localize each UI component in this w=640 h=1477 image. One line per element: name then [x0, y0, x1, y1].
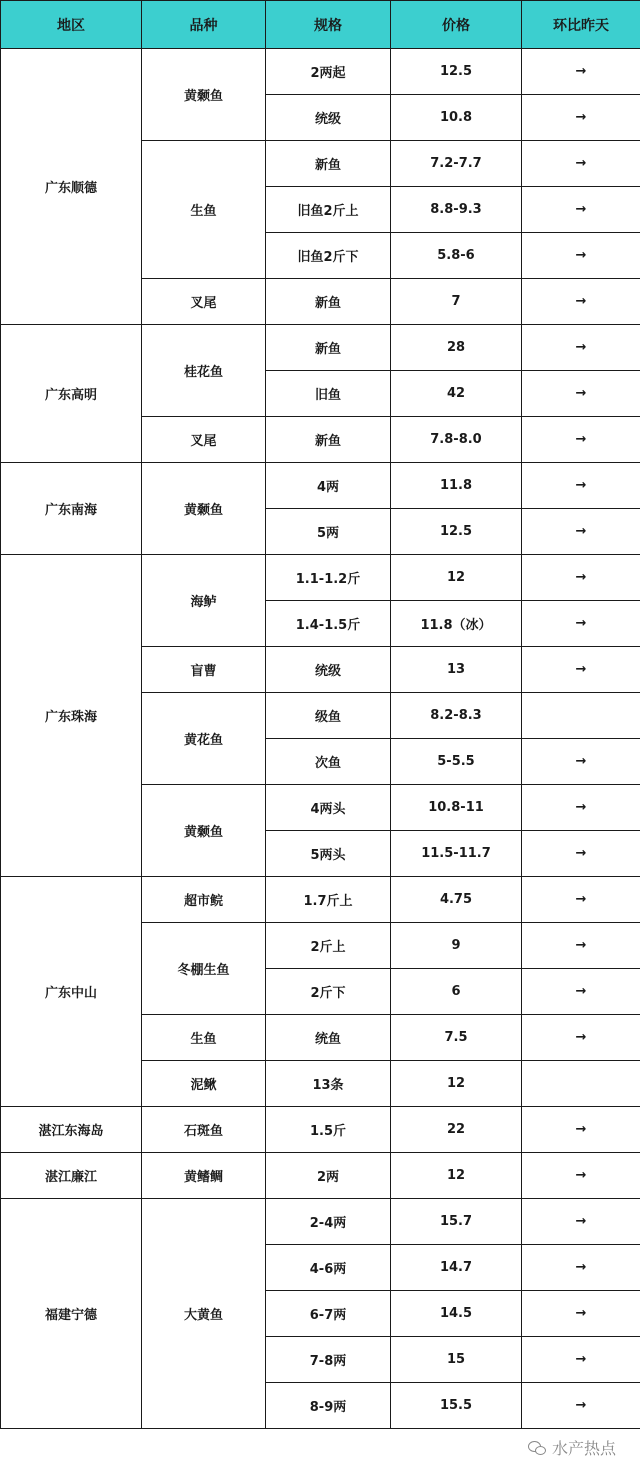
spec-cell: 1.5斤: [266, 1107, 391, 1153]
region-cell: 福建宁德: [1, 1199, 142, 1429]
species-cell: 黄花鱼: [142, 693, 266, 785]
spec-cell: 统鱼: [266, 1015, 391, 1061]
header-price: 价格: [391, 1, 522, 49]
arrow-right-icon: →: [575, 340, 587, 355]
species-cell: 盲曹: [142, 647, 266, 693]
trend-cell: [522, 969, 640, 1015]
spec-cell: 统级: [266, 95, 391, 141]
trend-cell: [522, 1015, 640, 1061]
arrow-right-icon: →: [575, 1306, 587, 1321]
spec-cell: 新鱼: [266, 325, 391, 371]
spec-cell: 1.1-1.2斤: [266, 555, 391, 601]
trend-cell: [522, 1061, 640, 1107]
watermark: [524, 1436, 620, 1459]
price-cell: 7.5: [391, 1015, 522, 1061]
arrow-right-icon: →: [575, 110, 587, 125]
price-cell: 8.8-9.3: [391, 187, 522, 233]
table-row: [1, 49, 640, 95]
arrow-right-icon: →: [575, 386, 587, 401]
trend-cell: [522, 1245, 640, 1291]
arrow-right-icon: →: [575, 524, 587, 539]
price-cell: 7.2-7.7: [391, 141, 522, 187]
price-cell: 6: [391, 969, 522, 1015]
price-cell: 10.8-11: [391, 785, 522, 831]
species-cell: 叉尾: [142, 279, 266, 325]
trend-cell: [522, 233, 640, 279]
price-cell: 4.75: [391, 877, 522, 923]
price-cell: 14.7: [391, 1245, 522, 1291]
species-cell: 超市鲩: [142, 877, 266, 923]
arrow-right-icon: →: [575, 1030, 587, 1045]
region-cell: 广东中山: [1, 877, 142, 1107]
species-cell: 叉尾: [142, 417, 266, 463]
price-cell: 7.8-8.0: [391, 417, 522, 463]
price-cell: 5.8-6: [391, 233, 522, 279]
trend-cell: [522, 555, 640, 601]
region-cell: 广东南海: [1, 463, 142, 555]
header-row: [1, 1, 640, 49]
header-species: 品种: [142, 1, 266, 49]
table-row: [1, 463, 640, 509]
spec-cell: 新鱼: [266, 417, 391, 463]
trend-cell: [522, 325, 640, 371]
price-cell: 5-5.5: [391, 739, 522, 785]
species-cell: 生鱼: [142, 141, 266, 279]
price-cell: 15.5: [391, 1383, 522, 1429]
spec-cell: 2-4两: [266, 1199, 391, 1245]
spec-cell: 统级: [266, 647, 391, 693]
trend-cell: [522, 877, 640, 923]
watermark-text: 水产热点: [551, 1439, 616, 1458]
species-cell: 泥鳅: [142, 1061, 266, 1107]
spec-cell: 旧鱼2斤上: [266, 187, 391, 233]
trend-cell: [522, 95, 640, 141]
species-cell: 桂花鱼: [142, 325, 266, 417]
spec-cell: 1.7斤上: [266, 877, 391, 923]
price-cell: 12.5: [391, 509, 522, 555]
spec-cell: 8-9两: [266, 1383, 391, 1429]
region-cell: 广东顺德: [1, 49, 142, 325]
arrow-right-icon: →: [575, 984, 587, 999]
species-cell: 黄鳍鲷: [142, 1153, 266, 1199]
table-row: [1, 1199, 640, 1245]
arrow-right-icon: →: [575, 1214, 587, 1229]
price-cell: 14.5: [391, 1291, 522, 1337]
trend-cell: [522, 601, 640, 647]
arrow-right-icon: →: [575, 1122, 587, 1137]
arrow-right-icon: →: [575, 478, 587, 493]
price-cell: 42: [391, 371, 522, 417]
spec-cell: 13条: [266, 1061, 391, 1107]
trend-cell: [522, 647, 640, 693]
arrow-right-icon: →: [575, 432, 587, 447]
price-cell: 22: [391, 1107, 522, 1153]
spec-cell: 新鱼: [266, 141, 391, 187]
spec-cell: 1.4-1.5斤: [266, 601, 391, 647]
header-trend: 环比昨天: [522, 1, 640, 49]
header-spec: 规格: [266, 1, 391, 49]
table-row: [1, 877, 640, 923]
species-cell: 黄颡鱼: [142, 463, 266, 555]
spec-cell: 新鱼: [266, 279, 391, 325]
trend-cell: [522, 279, 640, 325]
region-cell: 广东珠海: [1, 555, 142, 877]
spec-cell: 6-7两: [266, 1291, 391, 1337]
price-cell: 15: [391, 1337, 522, 1383]
trend-cell: [522, 1199, 640, 1245]
price-cell: 11.8（冰）: [391, 601, 522, 647]
arrow-right-icon: →: [575, 248, 587, 263]
trend-cell: [522, 1153, 640, 1199]
arrow-right-icon: →: [575, 754, 587, 769]
price-cell: 10.8: [391, 95, 522, 141]
spec-cell: 级鱼: [266, 693, 391, 739]
price-cell: 12: [391, 1153, 522, 1199]
table-row: [1, 325, 640, 371]
trend-cell: [522, 141, 640, 187]
table-body: [1, 49, 640, 1429]
species-cell: 生鱼: [142, 1015, 266, 1061]
trend-cell: [522, 463, 640, 509]
trend-cell: [522, 923, 640, 969]
trend-cell: [522, 1291, 640, 1337]
spec-cell: 2两: [266, 1153, 391, 1199]
trend-cell: [522, 417, 640, 463]
price-cell: 28: [391, 325, 522, 371]
spec-cell: 2斤上: [266, 923, 391, 969]
arrow-right-icon: →: [575, 800, 587, 815]
spec-cell: 5两头: [266, 831, 391, 877]
arrow-right-icon: →: [575, 156, 587, 171]
arrow-right-icon: →: [575, 294, 587, 309]
trend-cell: [522, 371, 640, 417]
price-cell: 12: [391, 1061, 522, 1107]
table-row: [1, 1153, 640, 1199]
spec-cell: 2斤下: [266, 969, 391, 1015]
trend-cell: [522, 1383, 640, 1429]
arrow-right-icon: →: [575, 846, 587, 861]
trend-cell: [522, 831, 640, 877]
trend-cell: [522, 1337, 640, 1383]
region-cell: 广东高明: [1, 325, 142, 463]
arrow-right-icon: →: [575, 1168, 587, 1183]
arrow-right-icon: →: [575, 1352, 587, 1367]
region-cell: 湛江廉江: [1, 1153, 142, 1199]
arrow-right-icon: →: [575, 570, 587, 585]
spec-cell: 次鱼: [266, 739, 391, 785]
table-row: [1, 1107, 640, 1153]
price-cell: 8.2-8.3: [391, 693, 522, 739]
trend-cell: [522, 509, 640, 555]
arrow-right-icon: →: [575, 1260, 587, 1275]
spec-cell: 旧鱼: [266, 371, 391, 417]
spec-cell: 4两: [266, 463, 391, 509]
arrow-right-icon: →: [575, 1398, 587, 1413]
species-cell: 黄颡鱼: [142, 785, 266, 877]
trend-cell: [522, 1107, 640, 1153]
price-cell: 13: [391, 647, 522, 693]
spec-cell: 2两起: [266, 49, 391, 95]
price-cell: 12.5: [391, 49, 522, 95]
spec-cell: 4-6两: [266, 1245, 391, 1291]
trend-cell: [522, 785, 640, 831]
price-cell: 7: [391, 279, 522, 325]
spec-cell: 5两: [266, 509, 391, 555]
species-cell: 大黄鱼: [142, 1199, 266, 1429]
arrow-right-icon: →: [575, 202, 587, 217]
trend-cell: [522, 739, 640, 785]
spec-cell: 4两头: [266, 785, 391, 831]
arrow-right-icon: →: [575, 616, 587, 631]
spec-cell: 旧鱼2斤下: [266, 233, 391, 279]
price-cell: 9: [391, 923, 522, 969]
arrow-right-icon: →: [575, 892, 587, 907]
arrow-right-icon: →: [575, 662, 587, 677]
table-row: [1, 555, 640, 601]
wechat-icon: [528, 1441, 546, 1455]
trend-cell: [522, 187, 640, 233]
price-cell: 15.7: [391, 1199, 522, 1245]
trend-cell: [522, 693, 640, 739]
price-cell: 11.5-11.7: [391, 831, 522, 877]
spec-cell: 7-8两: [266, 1337, 391, 1383]
price-cell: 12: [391, 555, 522, 601]
species-cell: 海鲈: [142, 555, 266, 647]
species-cell: 石斑鱼: [142, 1107, 266, 1153]
trend-cell: [522, 49, 640, 95]
arrow-right-icon: →: [575, 938, 587, 953]
header-region: 地区: [1, 1, 142, 49]
species-cell: 冬棚生鱼: [142, 923, 266, 1015]
region-cell: 湛江东海岛: [1, 1107, 142, 1153]
price-cell: 11.8: [391, 463, 522, 509]
species-cell: 黄颡鱼: [142, 49, 266, 141]
arrow-right-icon: →: [575, 64, 587, 79]
